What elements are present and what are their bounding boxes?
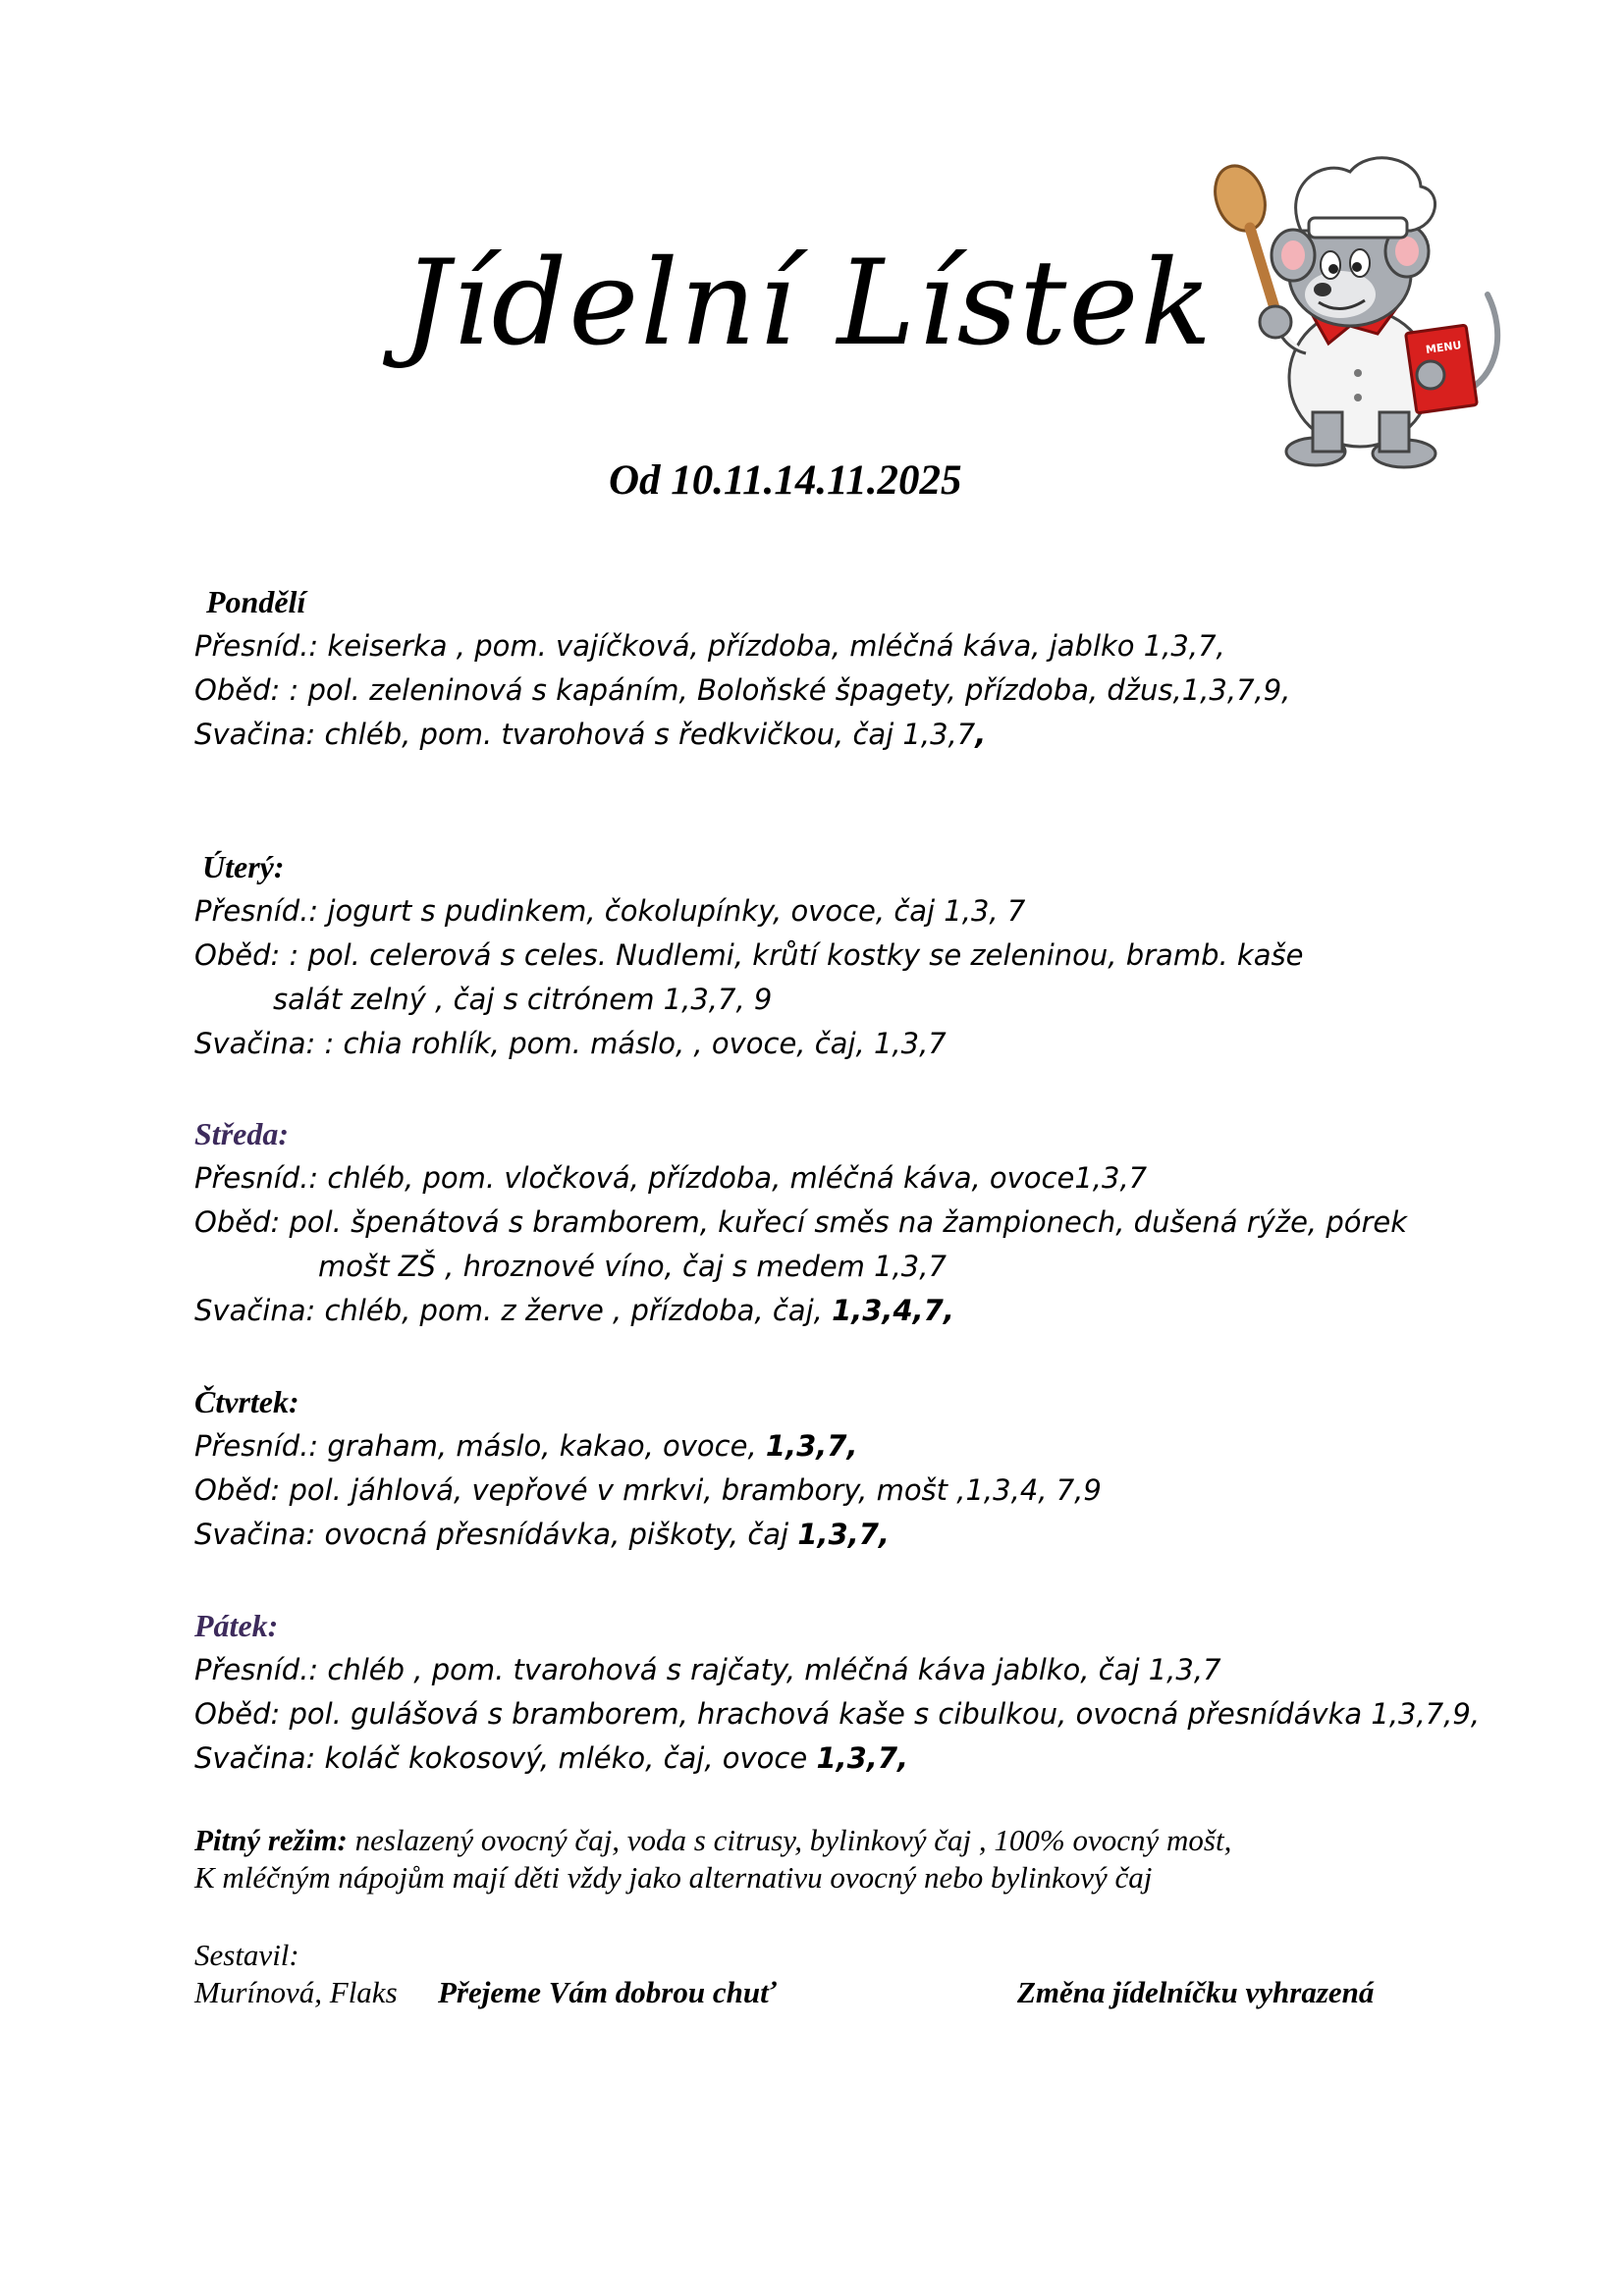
bon-appetit-wish: Přejeme Vám dobrou chuť — [438, 1975, 777, 2009]
day-heading-friday: Pátek: — [194, 1608, 279, 1643]
wednesday-svacina-bold: 1,3,4,7, — [832, 1294, 954, 1327]
compiled-by-names: Murínová, Flaks — [194, 1975, 398, 2009]
thursday-presnidavka-bold: 1,3,7, — [765, 1429, 858, 1463]
monday-svacina-bold: , — [975, 718, 987, 751]
wednesday-svacina-text: Svačina: chléb, pom. z žerve , přízdoba, čaj, — [194, 1294, 833, 1327]
tuesday-presnidavka: Přesníd.: jogurt s pudinkem, čokolupínky, ovoce, čaj 1,3, 7 — [194, 894, 1026, 928]
page-title: Jídelní Lístek — [403, 236, 1215, 372]
tuesday-svacina: Svačina: : chia rohlík, pom. máslo, , ovoce, čaj, 1,3,7 — [194, 1027, 947, 1060]
day-heading-wednesday: Středa: — [194, 1116, 289, 1151]
monday-svacina — [194, 715, 986, 754]
tuesday-obed-2: salát zelný , čaj s citrónem 1,3,7, 9 — [273, 983, 773, 1016]
svg-text:MENU: MENU — [1425, 338, 1463, 356]
drink-regime — [194, 1821, 1231, 1860]
thursday-svacina-text: Svačina: ovocná přesnídávka, piškoty, čaj — [194, 1518, 798, 1551]
drink-regime-text: neslazený ovocný čaj, voda s citrusy, bylinkový čaj , 100% ovocný mošt, — [347, 1823, 1232, 1857]
wooden-spoon-icon — [1207, 159, 1279, 324]
compiled-by-label: Sestavil: — [194, 1938, 299, 1972]
monday-svacina-text: Svačina: chléb, pom. tvarohová s ředkvičkou, čaj 1,3,7 — [194, 718, 976, 751]
chef-mouse-mascot — [1203, 147, 1527, 481]
thursday-obed: Oběd: pol. jáhlová, vepřové v mrkvi, brambory, mošt ,1,3,4, 7,9 — [194, 1473, 1102, 1507]
menu-change-note: Změna jídelníčku vyhrazená — [1017, 1975, 1375, 2009]
day-heading-thursday: Čtvrtek: — [194, 1384, 299, 1419]
friday-svacina — [194, 1738, 908, 1778]
drink-regime-label: Pitný režim: — [194, 1823, 348, 1857]
friday-svacina-text: Svačina: koláč kokosový, mléko, čaj, ovoce — [194, 1741, 817, 1775]
tuesday-obed-1: Oběd: : pol. celerová s celes. Nudlemi, krůtí kostky se zeleninou, bramb. kaše — [194, 938, 1304, 972]
monday-obed: Oběd: : pol. zeleninová s kapáním, Boloňské špagety, přízdoba, džus,1,3,7,9, — [194, 673, 1291, 707]
thursday-svacina — [194, 1515, 890, 1554]
drink-regime-note: K mléčným nápojům mají děti vždy jako alternativu ovocný nebo bylinkový čaj — [194, 1860, 1153, 1895]
friday-obed: Oběd: pol. gulášová s bramborem, hrachová kaše s cibulkou, ovocná přesnídávka 1,3,7,9, — [194, 1697, 1481, 1731]
thursday-presnidavka-text: Přesníd.: graham, máslo, kakao, ovoce, — [194, 1429, 766, 1463]
thursday-presnidavka — [194, 1426, 858, 1466]
wednesday-svacina — [194, 1291, 954, 1330]
day-heading-monday: Pondělí — [206, 584, 306, 619]
wednesday-obed-2: mošt ZŠ , hroznové víno, čaj s medem 1,3,7 — [318, 1250, 947, 1283]
date-range: Od 10.11.14.11.2025 — [609, 457, 962, 504]
wednesday-presnidavka: Přesníd.: chléb, pom. vločková, přízdoba, mléčná káva, ovoce1,3,7 — [194, 1161, 1148, 1195]
friday-svacina-bold: 1,3,7, — [816, 1741, 909, 1775]
friday-presnidavka: Přesníd.: chléb , pom. tvarohová s rajčaty, mléčná káva jablko, čaj 1,3,7 — [194, 1653, 1221, 1686]
day-heading-tuesday: Úterý: — [202, 849, 285, 884]
monday-presnidavka: Přesníd.: keiserka , pom. vajíčková, přízdoba, mléčná káva, jablko 1,3,7, — [194, 629, 1225, 663]
thursday-svacina-bold: 1,3,7, — [797, 1518, 890, 1551]
wednesday-obed-1: Oběd: pol. špenátová s bramborem, kuřecí směs na žampionech, dušená rýže, pórek — [194, 1205, 1408, 1239]
